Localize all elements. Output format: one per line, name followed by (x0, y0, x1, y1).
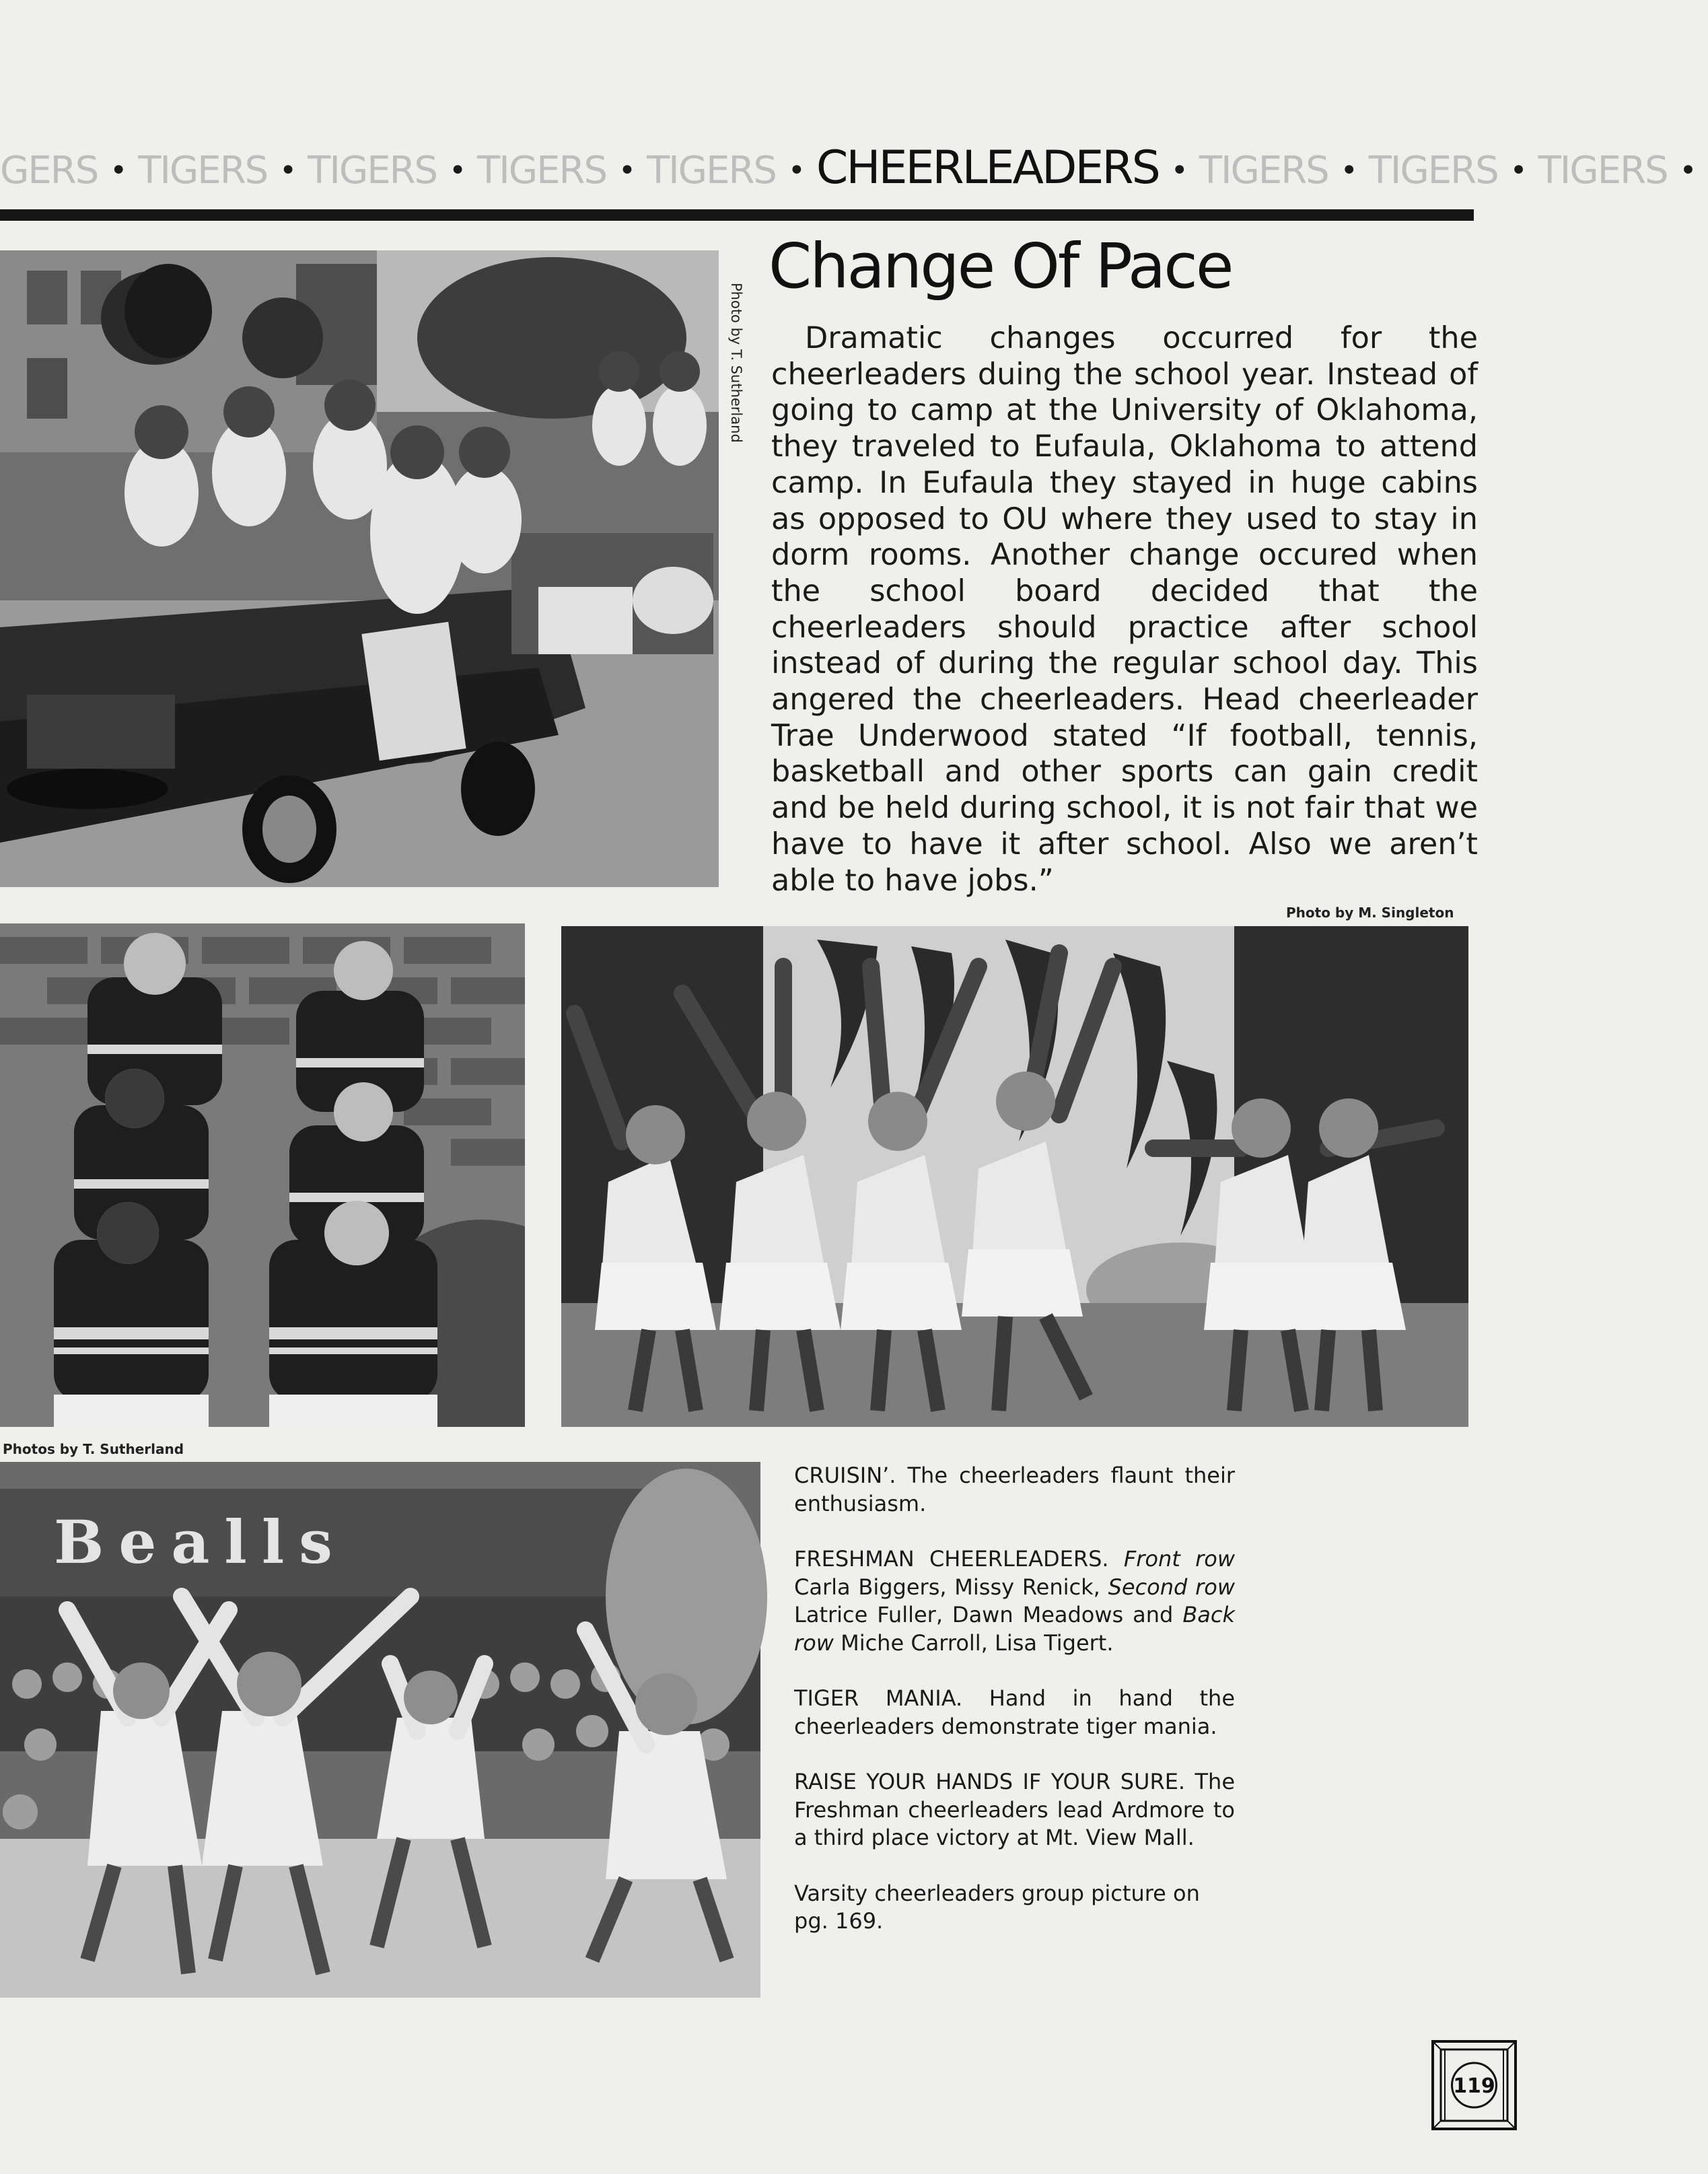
article-body: Dramatic changes occurred for the cheerleaders duing the school year. Instead of going to camp at the University of Oklahoma, they traveled to Eufaula, Oklahoma to attend camp. In Eufaula they stayed in huge cabins as opposed to OU where they used to stay in dorm rooms. Another change occured when the school board decided that the cheerleaders should practice after school instead of during the regular school day. This angered the cheerleaders. Head cheerleader Trae Underwood stated “If football, tennis, basketball and other sports can gain credit and be held during school, it is not fair that we have to have it after school. Also we aren’t able to have jobs.” (771, 321, 1478, 898)
caption-back-row-label: Back row (794, 1602, 1236, 1656)
banner-tiger-word: TIGERS (308, 149, 437, 192)
caption-tiger-mania: TIGER MANIA. Hand in hand the cheerleaders demonstrate tiger mania. (794, 1685, 1235, 1739)
banner-tiger-word: TIGERS (1538, 149, 1668, 192)
banner-bullet: • (279, 153, 296, 188)
photo-parade-convertible (0, 250, 719, 887)
section-banner (0, 138, 1696, 199)
caption-freshman-lead: FRESHMAN CHEERLEADERS. (794, 1546, 1109, 1572)
store-sign-text: Bealls (54, 1507, 347, 1577)
banner-bullet: • (110, 153, 127, 188)
folio-page-number (1431, 2040, 1517, 2130)
header-rule (0, 209, 1474, 221)
caption-front-row-label: Front row (1123, 1546, 1236, 1572)
banner-bullet: • (1340, 153, 1357, 188)
article-headline: Change Of Pace (769, 230, 1232, 302)
photo-freshman-pyramid (0, 923, 525, 1427)
caption-varsity: Varsity cheerleaders group picture on pg. 169. (794, 1880, 1200, 1934)
banner-bullet: • (1679, 153, 1696, 188)
banner-tiger-word: TIGERS (1368, 149, 1498, 192)
banner-bullet: • (787, 153, 804, 188)
caption-second-row-names: Latrice Fuller, Dawn Meadows and (794, 1602, 1174, 1627)
caption-second-row-label: Second row (1108, 1574, 1235, 1600)
banner-bullet: • (618, 153, 635, 188)
banner-bullet: • (1170, 153, 1187, 188)
section-title: CHEERLEADERS (816, 141, 1159, 195)
banner-tiger-word: TIGERS (138, 149, 268, 192)
banner-bullet: • (1509, 153, 1526, 188)
page-number: 119 (1453, 2074, 1495, 2098)
photo-credit-singleton: Photo by M. Singleton (1286, 905, 1454, 921)
banner-bullet: • (449, 153, 466, 188)
caption-raise-hands: RAISE YOUR HANDS IF YOUR SURE. The Freshman cheerleaders lead Ardmore to a third place victory at Mt. View Mall. (794, 1769, 1235, 1850)
photo-credit-vertical: Photo by T. Sutherland (728, 283, 744, 443)
banner-tiger-word: TIGERS (646, 149, 776, 192)
banner-tiger-word: GERS (0, 149, 98, 192)
caption-column (794, 1462, 1235, 1963)
banner-tiger-word: TIGERS (477, 149, 606, 192)
caption-front-row-names: Carla Biggers, Missy Renick, (794, 1574, 1100, 1600)
photo-mall-performance (0, 1462, 760, 1998)
caption-freshman (794, 1545, 1235, 1657)
photo-tiger-mania (561, 926, 1468, 1427)
caption-cruisin: CRUISIN’. The cheerleaders flaunt their enthusiasm. (794, 1463, 1235, 1516)
banner-tiger-word: TIGERS (1199, 149, 1328, 192)
photo-credit-sutherland: Photos by T. Sutherland (3, 1441, 184, 1457)
caption-back-row-names: Miche Carroll, Lisa Tigert. (841, 1629, 1114, 1656)
